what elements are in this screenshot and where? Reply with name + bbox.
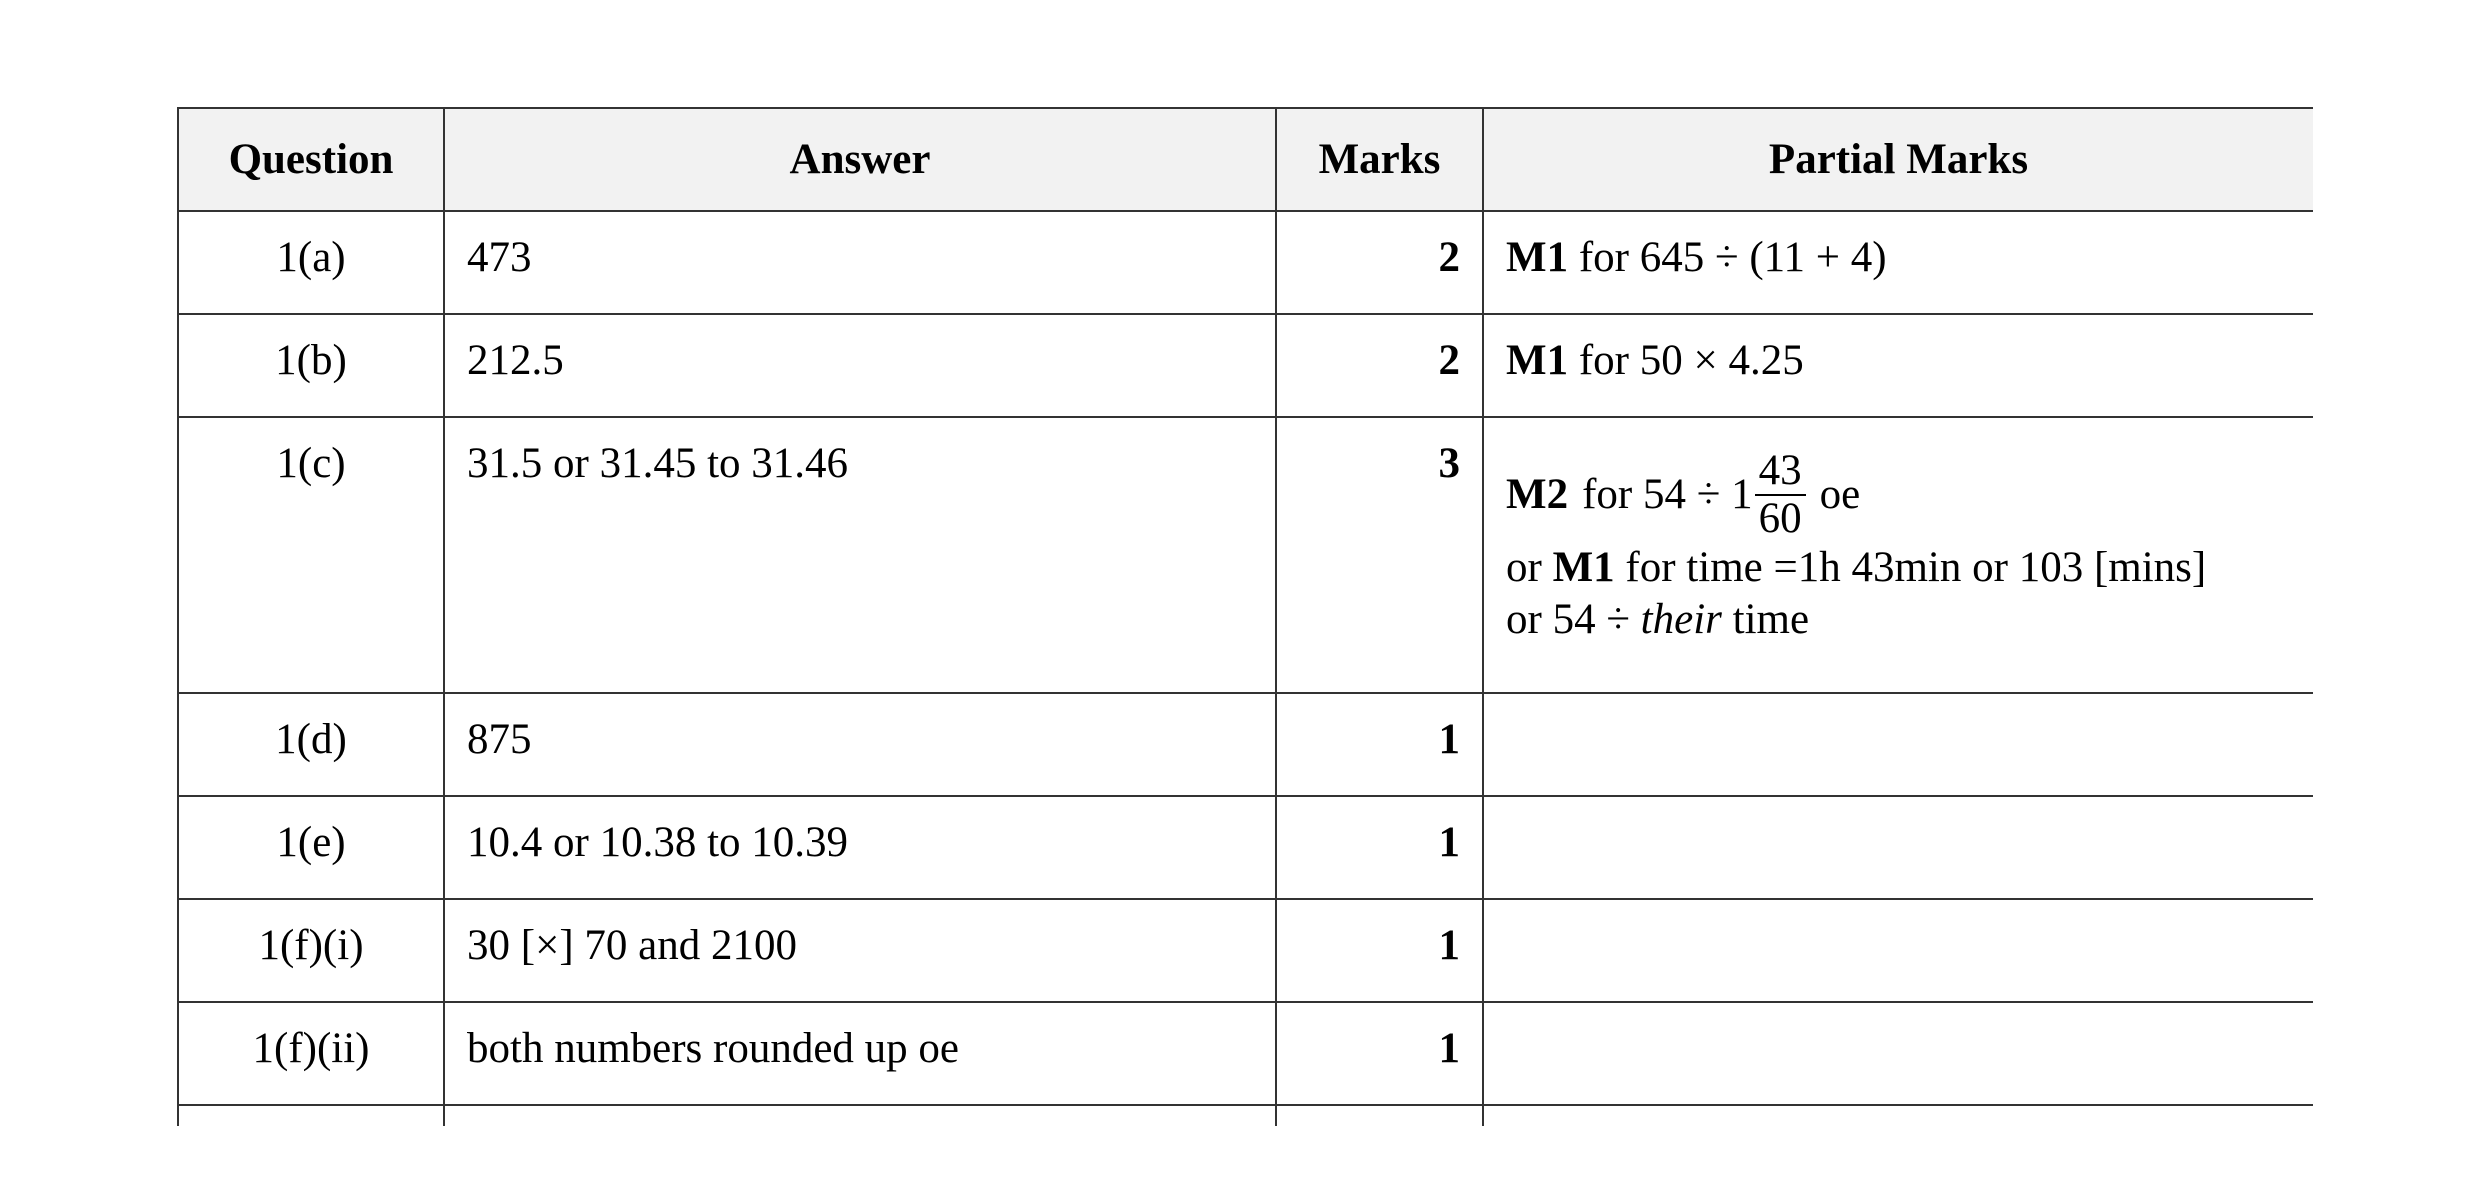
table-row-continued: [178, 1105, 2313, 1126]
question-cell: 1(f)(i): [178, 899, 444, 1002]
mark-code: M2: [1506, 471, 1569, 518]
partial-marks-cell: [1483, 1105, 2313, 1126]
partial-line-3: or 54 ÷ their time: [1506, 596, 1810, 643]
mark-code: M1: [1506, 337, 1569, 384]
mark-code: M1: [1506, 234, 1569, 281]
mark-scheme-page: [177, 107, 2313, 1126]
question-cell: 1(e): [178, 796, 444, 899]
partial-marks-cell: [1483, 1002, 2313, 1105]
question-cell: 1(b): [178, 314, 444, 417]
partial-marks-cell: [1483, 693, 2313, 796]
partial-marks-cell: [1483, 796, 2313, 899]
question-cell: 1(a): [178, 211, 444, 314]
emphasis-text: their: [1640, 596, 1722, 643]
partial-suffix: oe: [1819, 471, 1861, 518]
table-row: [178, 314, 2313, 417]
partial-text: for 50 × 4.25: [1578, 337, 1804, 384]
answer-cell: [444, 1105, 1276, 1126]
fraction-denominator: 60: [1758, 495, 1802, 542]
mark-scheme-table: [177, 107, 2313, 1126]
marks-cell: [1276, 1105, 1483, 1126]
answer-cell: both numbers rounded up oe: [444, 1002, 1276, 1105]
mark-code: M1: [1552, 544, 1615, 591]
header-marks: Marks: [1276, 108, 1483, 211]
partial-text: for 54 ÷ 1: [1582, 471, 1753, 518]
header-question: Question: [178, 108, 444, 211]
marks-cell: 1: [1276, 1002, 1483, 1105]
answer-cell: 10.4 or 10.38 to 10.39: [444, 796, 1276, 899]
question-cell: 1(d): [178, 693, 444, 796]
answer-cell: 212.5: [444, 314, 1276, 417]
table-row: [178, 899, 2313, 1002]
question-cell: 1(c): [178, 417, 444, 693]
table-row: [178, 1002, 2313, 1105]
header-row: [178, 108, 2313, 211]
table-row: [178, 693, 2313, 796]
question-cell: [178, 1105, 444, 1126]
partial-line-1: [1506, 448, 2291, 542]
marks-cell: 1: [1276, 693, 1483, 796]
header-answer: Answer: [444, 108, 1276, 211]
table-row: [178, 796, 2313, 899]
answer-cell: 30 [×] 70 and 2100: [444, 899, 1276, 1002]
partial-marks-cell: [1483, 211, 2313, 314]
partial-line-2: or M1 for time =1h 43min or 103 [mins]: [1506, 544, 2207, 591]
marks-cell: 1: [1276, 796, 1483, 899]
partial-marks-cell: [1483, 417, 2313, 693]
header-partial-marks: Partial Marks: [1483, 108, 2313, 211]
answer-cell: 31.5 or 31.45 to 31.46: [444, 417, 1276, 693]
partial-text: for 645 ÷ (11 + 4): [1578, 234, 1887, 281]
marks-cell: 2: [1276, 314, 1483, 417]
marks-cell: 1: [1276, 899, 1483, 1002]
partial-marks-cell: [1483, 314, 2313, 417]
answer-cell: 473: [444, 211, 1276, 314]
table-row: [178, 417, 2313, 693]
partial-marks-cell: [1483, 899, 2313, 1002]
answer-cell: 875: [444, 693, 1276, 796]
fraction: [1755, 448, 1806, 542]
marks-cell: 3: [1276, 417, 1483, 693]
marks-cell: 2: [1276, 211, 1483, 314]
table-row: [178, 211, 2313, 314]
question-cell: 1(f)(ii): [178, 1002, 444, 1105]
fraction-numerator: 43: [1755, 448, 1806, 496]
